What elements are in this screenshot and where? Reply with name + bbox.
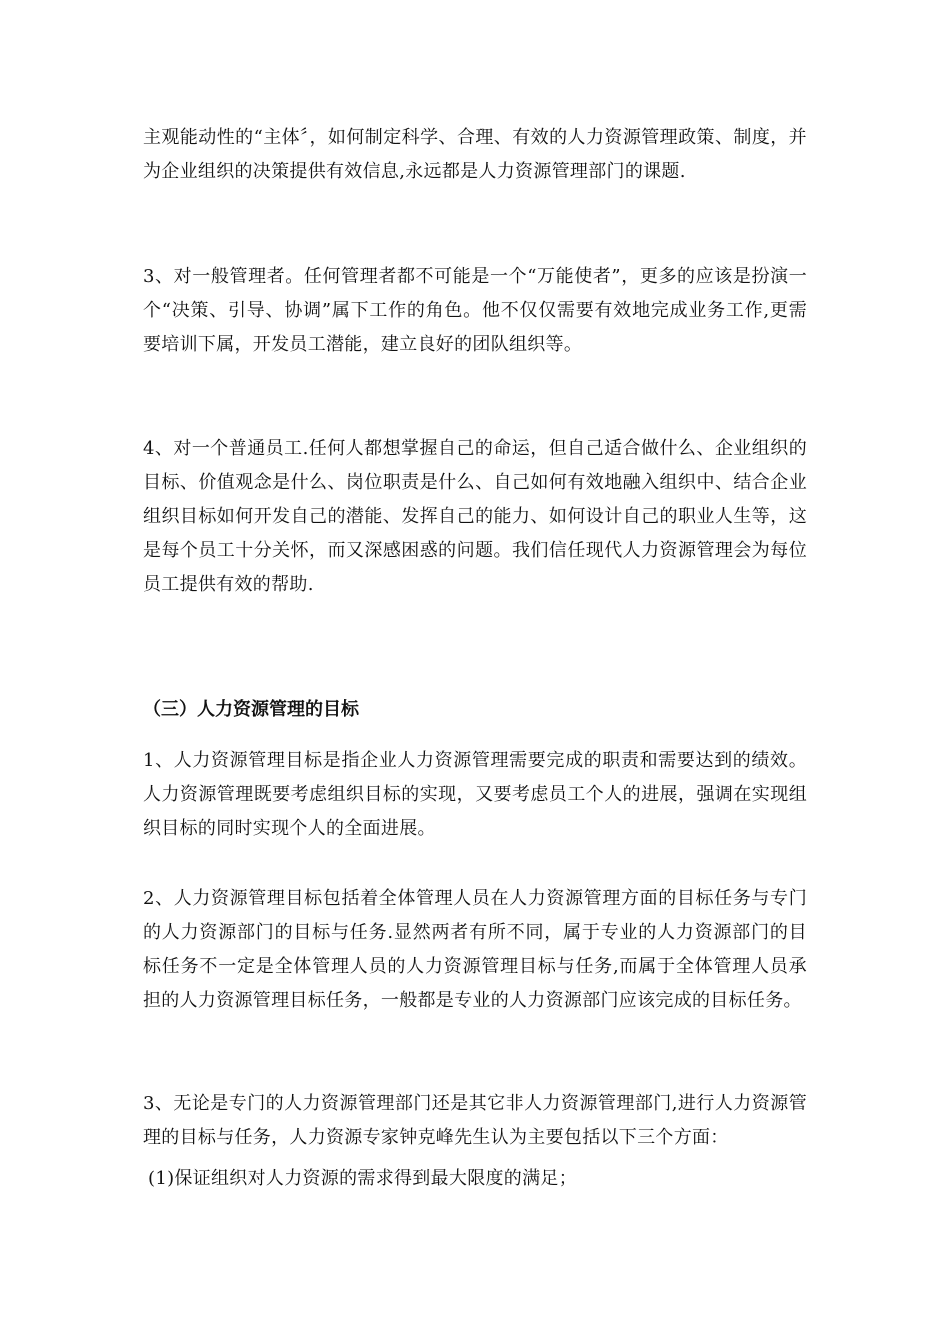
paragraph-ordinary-employees: 4、对一个普通员工.任何人都想掌握自己的命运，但自己适合做什么、企业组织的目标、价值观念是什么、岗位职责是什么、自己如何有效地融入组织中、结合企业组织目标如何开发自己的潜能、发挥自己的能力、如何设计自己的职业人生等，这是每个员工十分关怀，而又深感困惑的问题。我们信任现代人力资源管理会为每位员工提供有效的帮助. (143, 438, 807, 595)
paragraph-general-managers: 3、对一般管理者。任何管理者都不可能是一个“万能使者”，更多的应该是扮演一个“决策、引导、协调”属下工作的角色。他不仅仅需要有效地完成业务工作,更需要培训下属，开发员工潜能，建立良好的团队组织等。 (143, 266, 807, 355)
paragraph-goal-2: 2、人力资源管理目标包括着全体管理人员在人力资源管理方面的目标任务与专门的人力资源部门的目标与任务.显然两者有所不同，属于专业的人力资源部门的目标任务不一定是全体管理人员的人力资源管理目标与任务,而属于全体管理人员承担的人力资源管理目标任务，一般都是专业的人力资源部门应该完成的目标任务。 (143, 888, 807, 1011)
paragraph-goal-3-item-1: (1)保证组织对人力资源的需求得到最大限度的满足； (148, 1168, 577, 1189)
paragraph-intro: 主观能动性的“主体〞，如何制定科学、合理、有效的人力资源管理政策、制度，并为企业组织的决策提供有效信息,永远都是人力资源管理部门的课题. (143, 127, 807, 182)
paragraph-goal-3: 3、无论是专门的人力资源管理部门还是其它非人力资源管理部门,进行人力资源管理的目标与任务，人力资源专家钟克峰先生认为主要包括以下三个方面： (143, 1093, 807, 1148)
section-heading: （三）人力资源管理的目标 (143, 699, 359, 720)
paragraph-goal-1: 1、人力资源管理目标是指企业人力资源管理需要完成的职责和需要达到的绩效。人力资源管理既要考虑组织目标的实现，又要考虑员工个人的进展，强调在实现组织目标的同时实现个人的全面进展。 (143, 750, 807, 839)
